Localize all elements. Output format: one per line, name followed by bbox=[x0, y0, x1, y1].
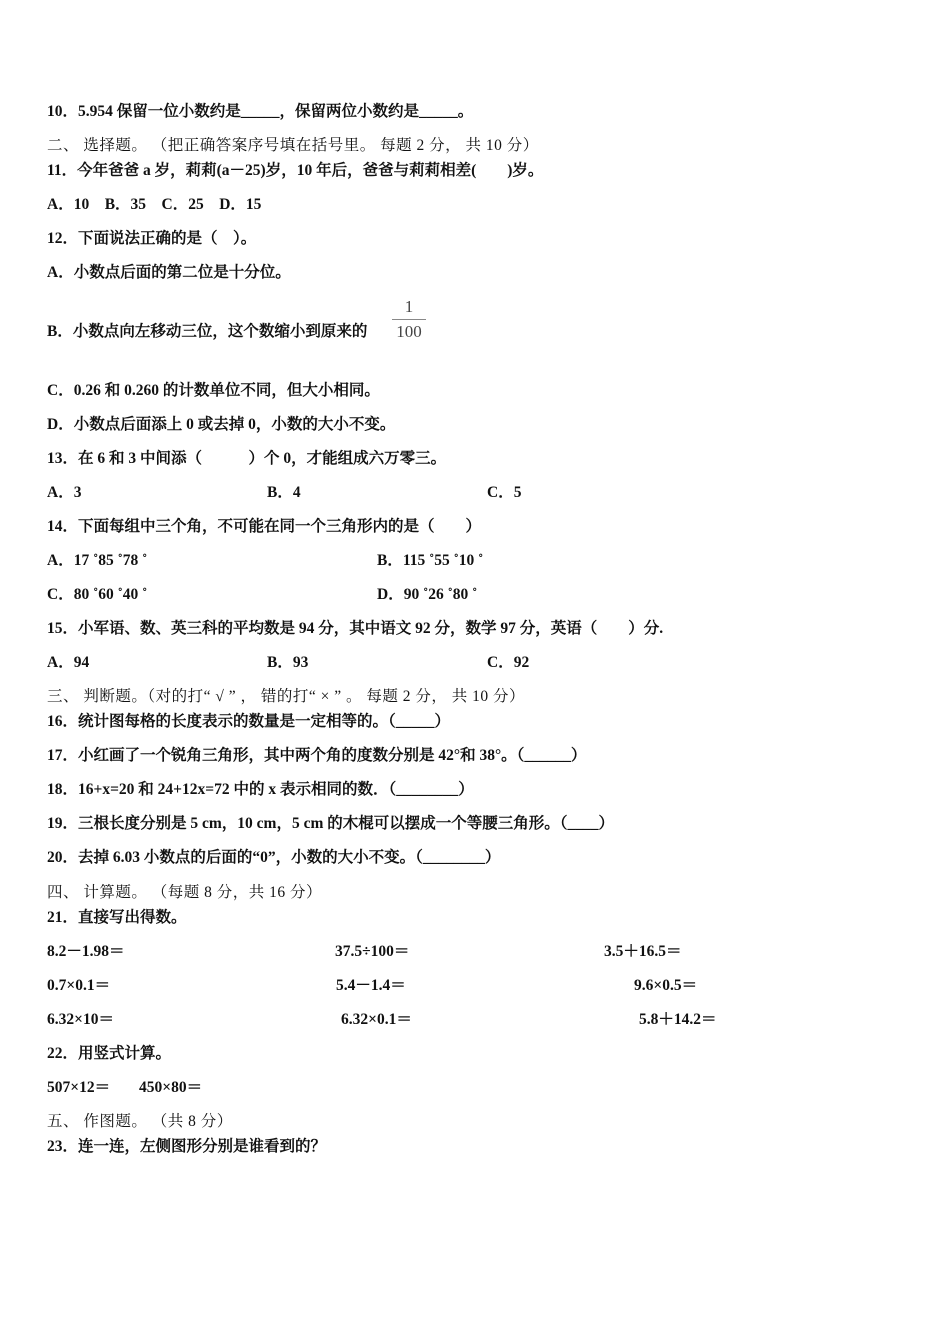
fraction-numerator: 1 bbox=[404, 297, 414, 316]
question-20: 20．去掉 6.03 小数点的后面的“0”，小数的大小不变。（________） bbox=[47, 849, 501, 866]
question-13: 13．在 6 和 3 中间添（ ）个 0，才能组成六万零三。 bbox=[47, 450, 447, 467]
question-14-option-a: A．17 ˚85 ˚78 ˚ bbox=[47, 552, 148, 569]
section-3-heading: 三、 判断题。（对的打“ √ ” ， 错的打“ × ” 。 每题 2 分， 共 10 分） bbox=[47, 688, 526, 705]
calc-item: 6.32×10＝ bbox=[47, 1011, 114, 1028]
question-22-item-a: 507×12＝ bbox=[47, 1079, 111, 1096]
fraction-bar bbox=[392, 319, 426, 320]
section-5-heading: 五、 作图题。 （共 8 分） bbox=[47, 1113, 233, 1130]
question-12-option-d: D．小数点后面添上 0 或去掉 0，小数的大小不变。 bbox=[47, 416, 396, 433]
question-14-option-b: B．115 ˚55 ˚10 ˚ bbox=[377, 552, 484, 569]
question-12-option-b: B．小数点向左移动三位，这个数缩小到原来的 bbox=[47, 323, 368, 340]
question-12-option-a: A．小数点后面的第二位是十分位。 bbox=[47, 264, 291, 281]
question-14-option-c: C．80 ˚60 ˚40 ˚ bbox=[47, 586, 148, 603]
calc-item: 9.6×0.5＝ bbox=[634, 977, 698, 994]
calc-item: 0.7×0.1＝ bbox=[47, 977, 111, 994]
calc-item: 6.32×0.1＝ bbox=[341, 1011, 412, 1028]
question-13-option-b: B．4 bbox=[267, 484, 301, 501]
question-17: 17．小红画了一个锐角三角形，其中两个角的度数分别是 42°和 38°。（______） bbox=[47, 747, 587, 764]
calc-item: 37.5÷100＝ bbox=[335, 943, 410, 960]
question-15-option-b: B．93 bbox=[267, 654, 309, 671]
question-22-item-b: 450×80＝ bbox=[139, 1079, 203, 1096]
question-19: 19．三根长度分别是 5 cm，10 cm，5 cm 的木棍可以摆成一个等腰三角形。（____） bbox=[47, 815, 615, 832]
calc-item: 3.5＋16.5＝ bbox=[604, 943, 682, 960]
calc-item: 5.4－1.4＝ bbox=[336, 977, 406, 994]
section-2-heading: 二、 选择题。 （把正确答案序号填在括号里。 每题 2 分， 共 10 分） bbox=[47, 137, 539, 154]
question-11: 11．今年爸爸 a 岁，莉莉(a－25)岁，10 年后，爸爸与莉莉相差( )岁。 bbox=[47, 162, 544, 179]
question-15-option-c: C．92 bbox=[487, 654, 530, 671]
question-23: 23．连一连，左侧图形分别是谁看到的？ bbox=[47, 1138, 327, 1155]
question-16: 16．统计图每格的长度表示的数量是一定相等的。（_____） bbox=[47, 713, 451, 730]
question-10: 10．5.954 保留一位小数约是_____，保留两位小数约是_____。 bbox=[47, 103, 474, 120]
section-4-heading: 四、 计算题。 （每题 8 分，共 16 分） bbox=[47, 884, 323, 901]
question-14: 14．下面每组中三个角，不可能在同一个三角形内的是（ ） bbox=[47, 518, 482, 535]
question-13-option-a: A．3 bbox=[47, 484, 82, 501]
question-15-option-a: A．94 bbox=[47, 654, 90, 671]
fraction-denominator: 100 bbox=[396, 322, 422, 341]
question-11-options: A．10 B．35 C．25 D．15 bbox=[47, 196, 262, 213]
question-18: 18．16+x=20 和 24+12x=72 中的 x 表示相同的数．（________） bbox=[47, 781, 474, 798]
question-14-option-d: D．90 ˚26 ˚80 ˚ bbox=[377, 586, 478, 603]
question-12: 12．下面说法正确的是（ ）。 bbox=[47, 230, 257, 247]
question-21: 21．直接写出得数。 bbox=[47, 909, 187, 926]
question-12-option-c: C．0.26 和 0.260 的计数单位不同，但大小相同。 bbox=[47, 382, 380, 399]
fraction-one-hundredth bbox=[392, 296, 426, 343]
calc-item: 5.8＋14.2＝ bbox=[639, 1011, 717, 1028]
question-15: 15．小军语、数、英三科的平均数是 94 分，其中语文 92 分，数学 97 分，英语（ ）分. bbox=[47, 620, 664, 637]
question-22: 22．用竖式计算。 bbox=[47, 1045, 172, 1062]
calc-item: 8.2－1.98＝ bbox=[47, 943, 125, 960]
question-13-option-c: C．5 bbox=[487, 484, 522, 501]
